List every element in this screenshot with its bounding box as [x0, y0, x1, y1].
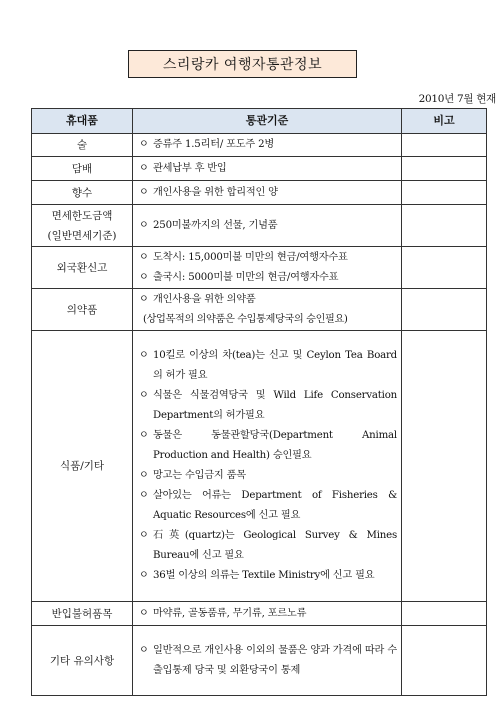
row-note	[402, 181, 487, 205]
header-standard: 통관기준	[133, 109, 402, 134]
row-note	[402, 134, 487, 157]
bullet: ㅇ	[139, 350, 149, 361]
row-note	[402, 626, 487, 696]
row-standard: ㅇ 도착시: 15,000미불 미만의 현금/여행자수표 ㅇ 출국시: 5000미불 미만의 현금/여행자수표	[133, 247, 402, 289]
row-note	[402, 157, 487, 181]
row-standard: ㅇ 증류주 1.5리터/ 포도주 2병	[133, 134, 402, 157]
bullet: ㅇ	[139, 530, 149, 541]
header-note: 비고	[402, 109, 487, 134]
table-row	[32, 134, 487, 157]
row-category: 의약품	[32, 289, 133, 331]
bullet: ㅇ	[139, 607, 149, 619]
row-category: 외국환신고	[32, 247, 133, 289]
row-standard: ㅇ 마약류, 골동품류, 무기류, 포르노류	[133, 602, 402, 626]
row-note	[402, 289, 487, 331]
row-category: 술	[32, 134, 133, 157]
medicine-note: (상업목적의 의약품은 수입통제당국의 승인필요)	[143, 313, 348, 325]
row-note	[402, 205, 487, 247]
table-row	[32, 157, 487, 181]
bullet: ㅇ	[139, 570, 149, 581]
customs-table	[31, 108, 487, 696]
row-standard: ㅇ 관세납부 후 반입	[133, 157, 402, 181]
row-standard: ㅇ 일반적으로 개인사용 이외의 물품은 양과 가격에 따라 수출입통제 당국 및 외환당국이 통제	[133, 626, 402, 696]
table-row	[32, 247, 487, 289]
row-note	[402, 602, 487, 626]
row-note	[402, 247, 487, 289]
table-row	[32, 331, 487, 602]
table-row	[32, 602, 487, 626]
bullet: ㅇ	[139, 139, 149, 150]
bullet: ㅇ	[139, 186, 149, 198]
row-category: 식품/기타	[32, 331, 133, 602]
row-standard: ㅇ 250미불까지의 선물, 기념품	[133, 205, 402, 247]
bullet: ㅇ	[139, 251, 149, 263]
header-row	[32, 109, 487, 134]
row-standard: ㅇ 개인사용을 위한 의약품 (상업목적의 의약품은 수입통제당국의 승인필요)	[133, 289, 402, 331]
row-category: 면세한도금액 (일반면세기준)	[32, 205, 133, 247]
bullet: ㅇ	[139, 271, 149, 283]
bullet: ㅇ	[139, 644, 149, 656]
row-standard: ㅇ 개인사용을 위한 합리적인 양	[133, 181, 402, 205]
row-category: 반입불허품목	[32, 602, 133, 626]
row-note	[402, 331, 487, 602]
bullet: ㅇ	[139, 490, 149, 501]
row-standard: ㅇ 10킬로 이상의 차(tea)는 신고 및 Ceylon Tea Board의 허가 필요 ㅇ 식물은 식물검역당국 및 Wild Life Conservation Department의 허가필요 ㅇ 동물은 동물관할당국(Department Animal Production and Health) 승인필요 ㅇ 망고는 수입금지 품목 ㅇ 살아있는 어류는 Department of Fisheries & Aquatic Resources에 신고 필요 ㅇ 石英(quartz)는 Geological Survey & Mines Bureau에 신고 필요 ㅇ 36벌 이상의 의류는 Textile Ministry에 신고 필요	[133, 331, 402, 602]
row-category: 기타 유의사항	[32, 626, 133, 696]
page-title: 스리랑카 여행자통관정보	[128, 50, 357, 78]
table-row	[32, 181, 487, 205]
table-row	[32, 289, 487, 331]
bullet: ㅇ	[139, 430, 149, 441]
date-label: 2010년 7월 현재	[418, 93, 496, 105]
row-category: 담배	[32, 157, 133, 181]
table-row	[32, 205, 487, 247]
bullet: ㅇ	[139, 293, 149, 305]
bullet: ㅇ	[139, 162, 149, 174]
bullet: ㅇ	[139, 219, 149, 231]
row-category: 향수	[32, 181, 133, 205]
bullet: ㅇ	[139, 470, 149, 481]
bullet: ㅇ	[139, 390, 149, 401]
table-row	[32, 626, 487, 696]
header-item: 휴대품	[32, 109, 133, 134]
